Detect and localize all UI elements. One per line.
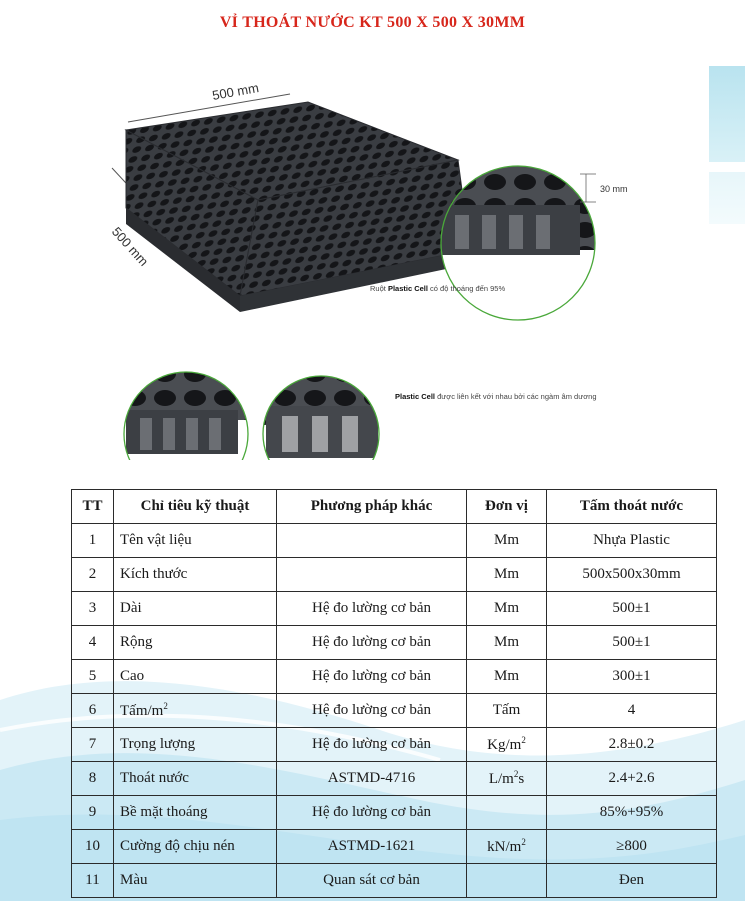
- cell-method: [277, 558, 467, 592]
- table-row: [72, 524, 717, 558]
- cell-criterion: Tên vật liệu: [114, 524, 277, 558]
- superscript: 2: [163, 701, 168, 711]
- cell-tt: 4: [72, 626, 114, 660]
- cell-criterion: Rộng: [114, 626, 277, 660]
- cell-method: Hệ đo lường cơ bản: [277, 592, 467, 626]
- cell-unit: Tấm: [467, 694, 547, 728]
- caption-1-prefix: Ruột: [370, 284, 388, 293]
- cell-tt: 1: [72, 524, 114, 558]
- cell-tt: 8: [72, 762, 114, 796]
- table-row: [72, 592, 717, 626]
- cell-tt: 3: [72, 592, 114, 626]
- cell-criterion: Bề mặt thoáng: [114, 796, 277, 830]
- spec-table: [71, 489, 717, 898]
- header-value: Tấm thoát nước: [547, 490, 717, 524]
- cell-unit: [467, 830, 547, 864]
- cell-method: Hệ đo lường cơ bản: [277, 694, 467, 728]
- table-row: [72, 558, 717, 592]
- cell-value: Nhựa Plastic: [547, 524, 717, 558]
- cell-unit: [467, 728, 547, 762]
- cell-unit: Mm: [467, 660, 547, 694]
- table-row: [72, 694, 717, 728]
- cell-tt: 6: [72, 694, 114, 728]
- cell-method: Hệ đo lường cơ bản: [277, 660, 467, 694]
- caption-2: [395, 392, 597, 401]
- cell-value: 4: [547, 694, 717, 728]
- cell-criterion: Kích thước: [114, 558, 277, 592]
- cell-method: Hệ đo lường cơ bản: [277, 626, 467, 660]
- cell-value: 500±1: [547, 626, 717, 660]
- cell-tt: 5: [72, 660, 114, 694]
- caption-1-suffix: có độ thoáng đến 95%: [427, 284, 506, 293]
- header-unit: Đơn vị: [467, 490, 547, 524]
- table-row: [72, 626, 717, 660]
- table-header-row: [72, 490, 717, 524]
- cell-value: 2.8±0.2: [547, 728, 717, 762]
- superscript: 2: [521, 735, 526, 745]
- cell-unit: [467, 796, 547, 830]
- table-row: [72, 830, 717, 864]
- drainage-panel-illustration: [0, 50, 745, 460]
- cell-unit: Mm: [467, 524, 547, 558]
- caption-2-suffix: được liên kết với nhau bởi các ngàm âm dương: [435, 392, 597, 401]
- cell-method: Hệ đo lường cơ bản: [277, 796, 467, 830]
- table-row: [72, 796, 717, 830]
- caption-1: [370, 284, 505, 293]
- header-criterion: Chỉ tiêu kỹ thuật: [114, 490, 277, 524]
- cell-unit: Mm: [467, 592, 547, 626]
- cell-criterion: Màu: [114, 864, 277, 898]
- table-row: [72, 864, 717, 898]
- header-method: Phương pháp khác: [277, 490, 467, 524]
- criterion-text: Tấm/m: [120, 703, 164, 719]
- height-label: 30 mm: [600, 184, 628, 194]
- unit-tail: s: [518, 771, 525, 787]
- cell-criterion: Thoát nước: [114, 762, 277, 796]
- table-row: [72, 660, 717, 694]
- cell-criterion: [114, 694, 277, 728]
- cell-method: ASTMD-4716: [277, 762, 467, 796]
- cell-method: [277, 524, 467, 558]
- cell-value: 500±1: [547, 592, 717, 626]
- cell-method: ASTMD-1621: [277, 830, 467, 864]
- cell-unit: [467, 864, 547, 898]
- cell-tt: 11: [72, 864, 114, 898]
- caption-1-bold: Plastic Cell: [387, 284, 428, 293]
- unit-text: kN/m: [487, 839, 522, 855]
- cell-value: ≥800: [547, 830, 717, 864]
- cell-unit: [467, 762, 547, 796]
- width-label: 500 mm: [108, 224, 152, 269]
- cell-tt: 9: [72, 796, 114, 830]
- unit-text: Kg/m: [487, 737, 522, 753]
- table-row: [72, 762, 717, 796]
- cell-criterion: Cường độ chịu nén: [114, 830, 277, 864]
- cell-unit: Mm: [467, 558, 547, 592]
- superscript: 2: [521, 837, 526, 847]
- cell-method: Quan sát cơ bản: [277, 864, 467, 898]
- cell-value: Đen: [547, 864, 717, 898]
- cell-value: 300±1: [547, 660, 717, 694]
- cell-criterion: Cao: [114, 660, 277, 694]
- cell-value: 2.4+2.6: [547, 762, 717, 796]
- detail-circle-1: [120, 370, 260, 460]
- superscript: 2: [513, 769, 519, 779]
- cell-method: Hệ đo lường cơ bản: [277, 728, 467, 762]
- cell-tt: 7: [72, 728, 114, 762]
- cell-criterion: Dài: [114, 592, 277, 626]
- cell-criterion: Trọng lượng: [114, 728, 277, 762]
- table-row: [72, 728, 717, 762]
- magnifier-circle: [440, 150, 600, 330]
- header-tt: TT: [72, 490, 114, 524]
- caption-2-bold: Plastic Cell: [395, 392, 436, 401]
- detail-circle-2: [260, 370, 390, 460]
- cell-unit: Mm: [467, 626, 547, 660]
- unit-text: L/m: [488, 771, 514, 787]
- cell-tt: 2: [72, 558, 114, 592]
- page-title: VỈ THOÁT NƯỚC KT 500 X 500 X 30MM: [219, 14, 526, 31]
- cell-value: 500x500x30mm: [547, 558, 717, 592]
- cell-tt: 10: [72, 830, 114, 864]
- length-label: 500 mm: [211, 80, 260, 103]
- cell-value: 85%+95%: [547, 796, 717, 830]
